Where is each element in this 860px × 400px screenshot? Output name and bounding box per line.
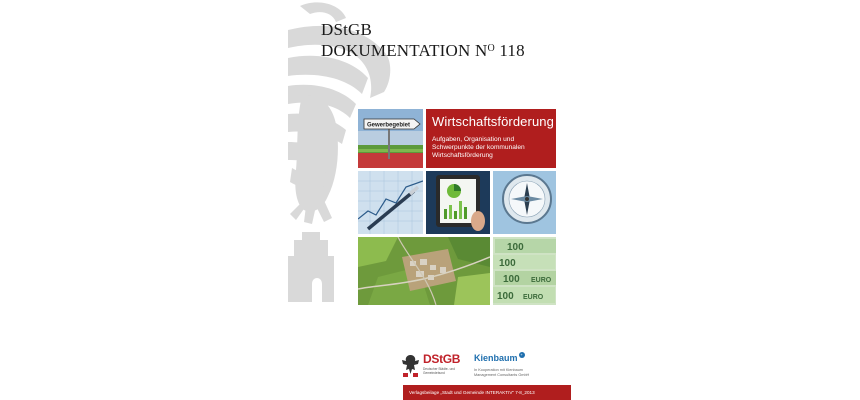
publication-footer [403, 385, 571, 400]
banknote-value: 100 [497, 291, 514, 302]
photo-euro-banknotes [493, 237, 556, 305]
series-number: 118 [499, 41, 525, 60]
series-label: DOKUMENTATION N [321, 41, 488, 60]
feature-title: Wirtschaftsförderung [432, 114, 554, 129]
photo-chart-with-pen [358, 171, 423, 234]
title-line-series [321, 39, 525, 60]
banknote-value: 100 [507, 242, 524, 253]
title-line-org: DStGB [321, 20, 373, 39]
dstgb-logo-fullname: Deutscher Städte- und Gemeindebund [423, 367, 455, 375]
photo-industrial-area-sign [358, 109, 423, 168]
feature-title-box [426, 109, 556, 168]
photo-aerial-view [358, 237, 490, 305]
sign-text: Gewerbegebiet [367, 122, 411, 129]
banknote-value: 100 [499, 258, 516, 269]
dstgb-logo-text: DStGB [423, 352, 461, 366]
photo-tablet-charts [426, 171, 490, 234]
dstgb-logo [401, 352, 461, 380]
eagle-emblem-icon [401, 354, 420, 378]
document-title [321, 20, 525, 60]
banknote-currency: EURO [531, 277, 552, 284]
kienbaum-dot-icon: + [520, 352, 523, 357]
series-number-sign: O [487, 43, 495, 54]
document-cover [288, 0, 571, 400]
photo-compass [493, 171, 556, 234]
banknote-currency: EURO [523, 294, 544, 301]
kienbaum-logo [474, 348, 534, 382]
banknote-value: 100 [503, 274, 520, 285]
kienbaum-cooperation-note: In Kooperation mit Kienbaum Management Consultants GmbH [474, 368, 530, 377]
feature-subtitle: Aufgaben, Organisation und Schwerpunkte der kommunalen Wirtschaftsförderung [432, 136, 525, 159]
footer-text: Verlagsbeilage „Stadt und Gemeinde INTERAKTIV“ 7-8_2013 [409, 390, 535, 395]
kienbaum-logo-text: Kienbaum [474, 353, 518, 363]
